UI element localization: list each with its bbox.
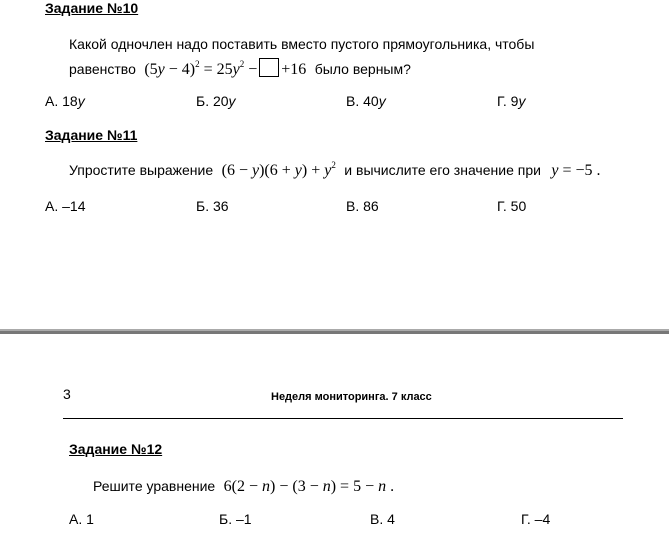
task10-option-b: Б. 20y [196, 93, 236, 109]
task11-expression: $(6 - y)(6 + y) + y^2$ [221, 160, 336, 179]
task12-option-a: А. 1 [69, 511, 94, 527]
task10-option-c: В. 40y [346, 93, 386, 109]
task10-option-a: А. 18y [45, 93, 85, 109]
task12-option-b: Б. –1 [219, 511, 252, 527]
page-number: 3 [63, 386, 71, 402]
task12-option-c: В. 4 [370, 511, 395, 527]
task10-equation: $(5y - 4)^2 = 25y^2 - +16$ [144, 59, 307, 78]
task12-option-d: Г. –4 [521, 511, 551, 527]
task11-middle: и вычислите его значение при [344, 162, 541, 178]
header-divider [63, 418, 623, 419]
page-break [0, 331, 669, 344]
task12-prefix: Решите уравнение [93, 478, 216, 494]
task12-equation: 6(2 − n) − (3 − n) = 5 − n . [223, 478, 395, 495]
task11-option-a: А. –14 [45, 198, 86, 214]
task10-option-d: Г. 9y [497, 93, 526, 109]
task11-option-d: Г. 50 [497, 198, 527, 214]
task11-option-b: Б. 36 [196, 198, 229, 214]
task12-question [93, 478, 394, 496]
page-header-title: Неделя мониторинга. 7 класс [271, 391, 432, 403]
task10-line2-suffix: было верным? [314, 61, 411, 77]
task12-title: Задание №12 [69, 441, 163, 457]
task11-option-c: В. 86 [346, 198, 379, 214]
task10-title: Задание №10 [45, 0, 139, 16]
empty-rectangle [259, 58, 279, 77]
task10-line2-prefix: равенство [69, 61, 136, 77]
task11-prefix: Упростите выражение [69, 162, 214, 178]
task10-question-line1: Какой одночлен надо поставить вместо пустого прямоугольника, чтобы [69, 36, 535, 52]
task11-value: y = −5 . [551, 162, 601, 179]
task11-title: Задание №11 [45, 127, 138, 143]
task10-question-line2 [69, 58, 411, 79]
task11-question [69, 162, 601, 180]
